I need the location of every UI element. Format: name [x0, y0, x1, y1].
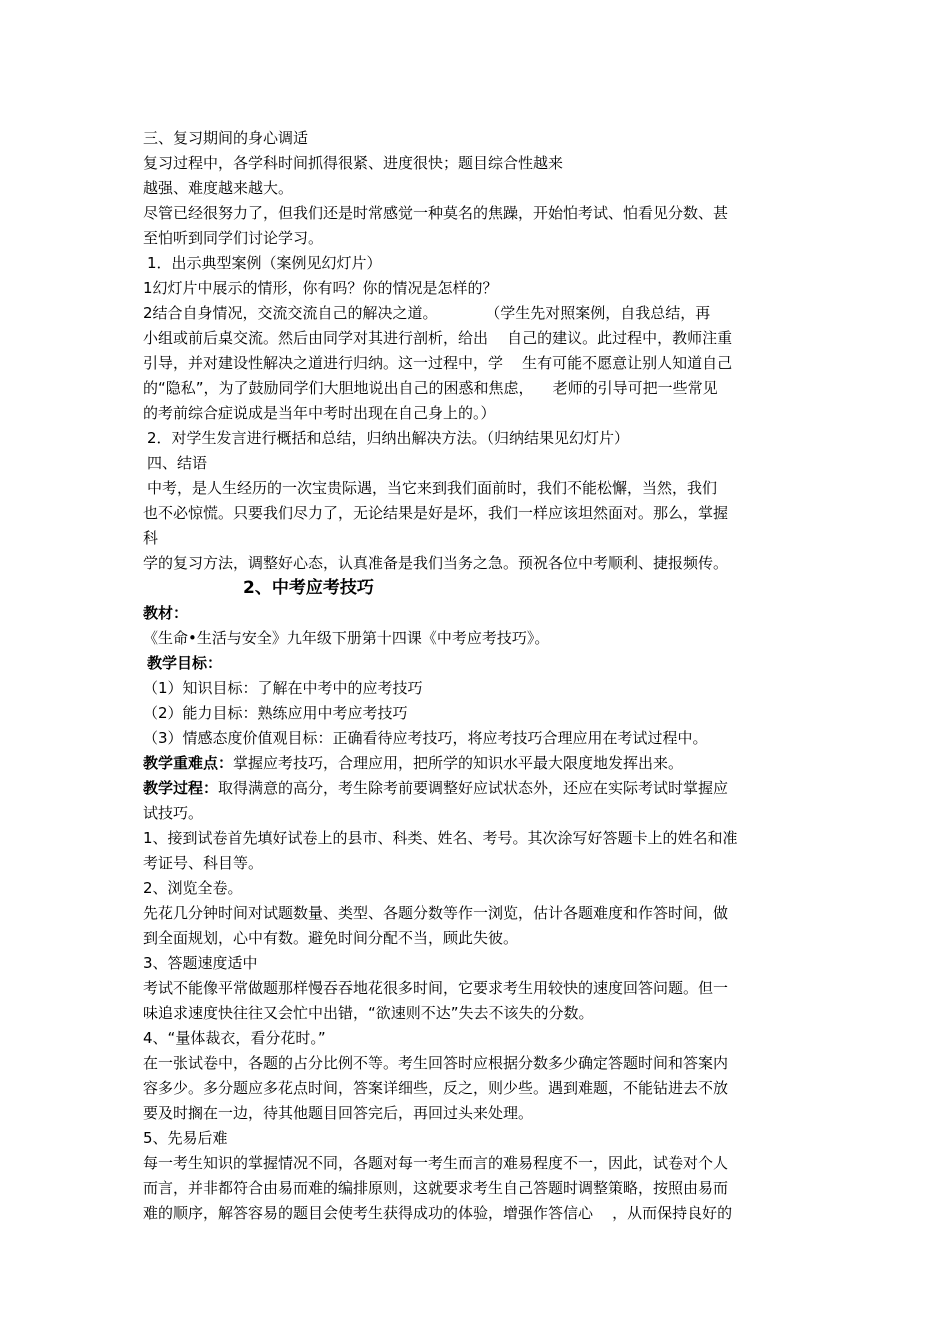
process-line-1	[143, 776, 813, 800]
step-5-title: 5、先易后难	[143, 1129, 228, 1147]
step-3-title: 3、答题速度适中	[143, 954, 258, 972]
section-3-title: 三、复习期间的身心调适	[143, 129, 309, 147]
section-3-paragraph-2-line-1: 尽管已经很努力了，但我们还是时常感觉一种莫名的焦躁，开始怕考试、怕看见分数、甚	[143, 204, 729, 222]
step-3-line-1: 考试不能像平常做题那样慢吞吞地花很多时间，它要求考生用较快的速度回答问题。但一	[143, 979, 729, 997]
step-5-line-3: 难的顺序，解答容易的题目会使考生获得成功的体验，增强作答信心 ，从而保持良好的	[143, 1204, 733, 1222]
section-3-question-2-line-1: 2结合自身情况，交流交流自己的解决之道。 （学生先对照案例，自我总结，再	[143, 304, 711, 322]
section-3-question-2-line-2: 小组或前后桌交流。然后由同学对其进行剖析，给出 自己的建议。此过程中，教师注重	[143, 329, 733, 347]
step-2-title: 2、浏览全卷。	[143, 879, 243, 897]
section-3-paragraph-2-line-2: 至怕听到同学们讨论学习。	[143, 229, 324, 247]
material-label: 教材：	[143, 604, 189, 622]
step-3-line-2: 味追求速度快往往又会忙中出错，“欲速则不达”失去不该失的分数。	[143, 1004, 594, 1022]
process-line-2: 试技巧。	[143, 804, 204, 822]
key-points-line	[143, 751, 813, 775]
step-4-line-2: 容多少。多分题应多花点时间，答案详细些，反之，则少些。遇到难题，不能钻进去不放	[143, 1079, 729, 1097]
goal-2: （2）能力目标：熟练应用中考应考技巧	[143, 704, 408, 722]
section-3-item-1: 1．出示典型案例（案例见幻灯片）	[147, 254, 382, 272]
step-1-line-1: 1、接到试卷首先填好试卷上的县市、科类、姓名、考号。其次涂写好答题卡上的姓名和准	[143, 829, 738, 847]
section-4-line-2: 也不必惊慌。只要我们尽力了，无论结果是好是坏，我们一样应该坦然面对。那么，掌握	[143, 504, 729, 522]
section-3-question-2-line-3: 引导，并对建设性解决之道进行归纳。这一过程中，学 生有可能不愿意让别人知道自己	[143, 354, 733, 372]
step-1-line-2: 考证号、科目等。	[143, 854, 264, 872]
key-points-text: 掌握应考技巧，合理应用，把所学的知识水平最大限度地发挥出来。	[233, 754, 684, 772]
step-5-line-1: 每一考生知识的掌握情况不同，各题对每一考生而言的难易程度不一，因此，试卷对个人	[143, 1154, 729, 1172]
section-3-question-2-line-5: 的考前综合症说成是当年中考时出现在自己身上的。）	[143, 404, 496, 422]
step-5-line-2: 而言，并非都符合由易而难的编排原则，这就要求考生自己答题时调整策略，按照由易而	[143, 1179, 729, 1197]
process-label: 教学过程：	[143, 779, 219, 797]
section-3-question-1: 1幻灯片中展示的情形，你有吗？你的情况是怎样的？	[143, 279, 498, 297]
step-4-line-3: 要及时搁在一边，待其他题目回答完后，再回过头来处理。	[143, 1104, 534, 1122]
goal-3: （3）情感态度价值观目标：正确看待应考技巧，将应考技巧合理应用在考试过程中。	[143, 729, 708, 747]
section-4-line-4: 学的复习方法，调整好心态，认真准备是我们当务之急。预祝各位中考顺利、捷报频传。	[143, 554, 729, 572]
section-4-title: 四、结语	[147, 454, 208, 472]
section-3-paragraph-1-line-2: 越强、难度越来越大。	[143, 179, 294, 197]
section-3-question-2-line-4: 的“隐私”，为了鼓励同学们大胆地说出自己的困惑和焦虑， 老师的引导可把一些常见	[143, 379, 718, 397]
step-4-title: 4、“量体裁衣，看分花时。”	[143, 1029, 326, 1047]
process-text: 取得满意的高分，考生除考前要调整好应试状态外，还应在实际考试时掌握应	[218, 779, 729, 797]
section-3-item-2: 2．对学生发言进行概括和总结，归纳出解决方法。（归纳结果见幻灯片）	[147, 429, 630, 447]
goals-label: 教学目标：	[147, 654, 223, 672]
step-4-line-1: 在一张试卷中，各题的占分比例不等。考生回答时应根据分数多少确定答题时间和答案内	[143, 1054, 729, 1072]
material-text: 《生命•生活与安全》九年级下册第十四课《中考应考技巧》。	[143, 629, 550, 647]
key-points-label: 教学重难点：	[143, 754, 234, 772]
section-4-line-1: 中考，是人生经历的一次宝贵际遇，当它来到我们面前时，我们不能松懈，当然，我们	[147, 479, 718, 497]
section-3-paragraph-1-line-1: 复习过程中，各学科时间抓得很紧、进度很快；题目综合性越来	[143, 154, 564, 172]
step-2-line-1: 先花几分钟时间对试题数量、类型、各题分数等作一浏览，估计各题难度和作答时间，做	[143, 904, 729, 922]
step-2-line-2: 到全面规划，心中有数。避免时间分配不当，顾此失彼。	[143, 929, 519, 947]
goal-1: （1）知识目标：了解在中考中的应考技巧	[143, 679, 423, 697]
section-4-line-3: 科	[143, 529, 159, 547]
lesson-2-heading: 2、中考应考技巧	[243, 578, 374, 598]
